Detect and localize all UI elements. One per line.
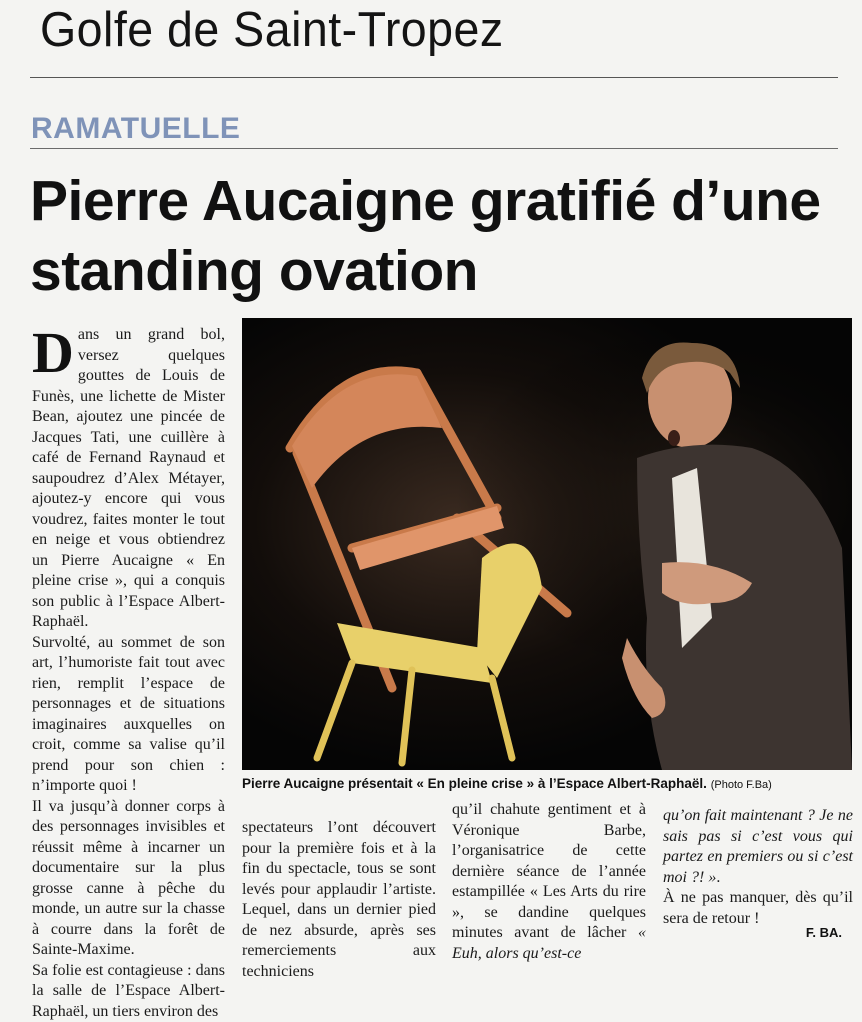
column-4-text: . — [716, 869, 720, 886]
paragraph-3: Il va jusqu’à donner corps à des personnages invisibles et réussit même à incarner un documentaire sur la plus grosse canne à pêche du monde, un autre sur la chasse à courre dans la forêt de Sainte-Maxime. — [32, 797, 225, 961]
column-3-quote: « Euh, alors qu’est-ce — [452, 924, 646, 962]
column-3-text: qu’il chahute gentiment et à Véronique Barbe, l’organisatrice de cette dernière séance de l’année estampillée « Les Arts du rire », se dandine quelques minutes avant de lâcher — [452, 801, 646, 941]
paragraph-1: ans un grand bol, versez quelques gouttes de Louis de Funès, une lichette de Mister Bean, ajoutez une pincée de Jacques Tati, une cuillère à café de Fernand Raynaud et saupoudrez d’Alex Métayer, ajoutez-y encore qui vous voudrez, faites monter le tout en neige et vous obtiendrez un Pierre Aucaigne « En pleine crise », qui a conquis son public à l’Espace Albert-Raphaël. — [32, 326, 225, 630]
kicker-divider — [30, 148, 838, 149]
stage-photo-illustration — [242, 318, 852, 770]
photo-caption — [242, 776, 854, 791]
masthead-title: Golfe de Saint-Tropez — [40, 2, 504, 58]
column-4-quote: qu’on fait maintenant ? Je ne sais pas si c’est vous qui partez en premiers ou si c’est moi ?! » — [663, 807, 853, 886]
photo-credit: (Photo F.Ba) — [711, 779, 772, 791]
stage-photo — [242, 318, 852, 770]
article-column-2 — [242, 818, 436, 982]
author-signature: F. BA. — [806, 925, 842, 940]
column-4-closing: À ne pas manquer, dès qu’il sera de retour ! — [663, 888, 853, 929]
section-kicker: RAMATUELLE — [31, 112, 240, 146]
paragraph-4: Sa folie est contagieuse : dans la salle de l’Espace Albert-Raphaël, un tiers environ des — [32, 961, 225, 1022]
caption-text: Pierre Aucaigne présentait « En pleine crise » à l’Espace Albert-Raphaël. — [242, 776, 707, 791]
drop-cap: D — [32, 329, 74, 377]
article-column-1 — [32, 325, 225, 1022]
masthead-divider — [30, 77, 838, 78]
article-headline: Pierre Aucaigne gratifié d’une standing ovation — [30, 166, 850, 306]
column-2-text: spectateurs l’ont découvert pour la première fois et à la fin du spectacle, tous se sont levés pour applaudir l’artiste. Lequel, dans un dernier pied de nez absurde, après ses remerciements aux techniciens — [242, 818, 436, 982]
article-column-3 — [452, 800, 646, 964]
article-column-4 — [663, 806, 853, 929]
paragraph-2: Survolté, au sommet de son art, l’humoriste fait tout avec rien, remplit l’espace de personnages et de situations imaginaires auxquelles on croit, comme sa valise qu’il prend pour son chien : n’importe quoi ! — [32, 633, 225, 797]
